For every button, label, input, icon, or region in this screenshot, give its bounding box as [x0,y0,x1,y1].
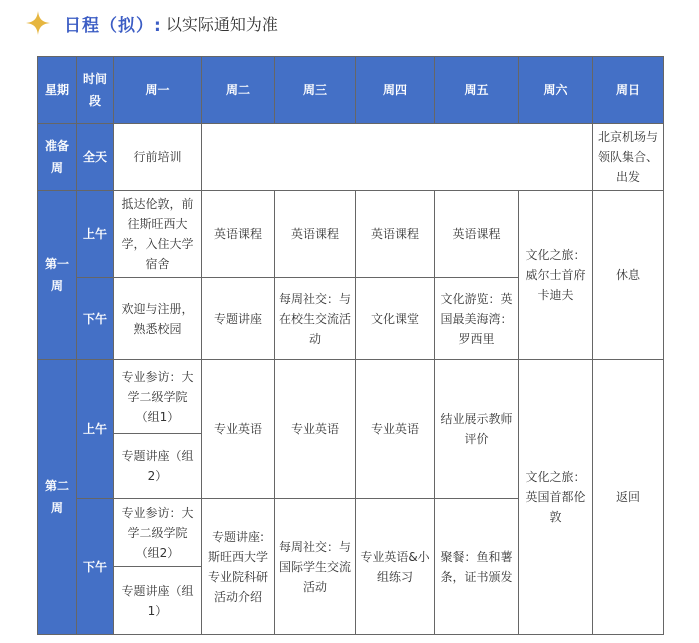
period-all-day: 全天 [77,124,114,191]
row-label-week1: 第一周 [38,191,77,360]
cell-w2-sun: 返回 [593,360,664,635]
four-point-star-icon [26,11,50,35]
cell-w2-pm-fri: 聚餐：鱼和薯条，证书颁发 [435,499,519,635]
col-header-thu: 周四 [356,57,435,124]
cell-w2-sat: 文化之旅：英国首都伦敦 [519,360,593,635]
cell-w2-am-wed: 专业英语 [275,360,356,499]
period-pm: 下午 [77,278,114,360]
cell-w2-pm-mon-g2: 专业参访：大学二级学院（组2） [114,499,202,567]
schedule-table-container [37,56,664,635]
period-am: 上午 [77,191,114,278]
col-header-tue: 周二 [202,57,275,124]
cell-w2-am-thu: 专业英语 [356,360,435,499]
cell-w1-am-thu: 英语课程 [356,191,435,278]
cell-prep-mon: 行前培训 [114,124,202,191]
page-title: 日程（拟）: [64,15,162,36]
cell-w2-pm-tue: 专题讲座:斯旺西大学专业院科研活动介绍 [202,499,275,635]
col-header-wed: 周三 [275,57,356,124]
cell-w1-am-wed: 英语课程 [275,191,356,278]
cell-w2-am-tue: 专业英语 [202,360,275,499]
table-row-prep-week [38,124,664,191]
cell-w1-pm-wed: 每周社交：与在校生交流活动 [275,278,356,360]
row-label-prep-week: 准备周 [38,124,77,191]
table-header-row [38,57,664,124]
col-header-period: 时间段 [77,57,114,124]
table-row-week2-am-1 [38,360,664,434]
page-subtitle: 以实际通知为准 [165,14,278,34]
cell-w1-pm-mon: 欢迎与注册，熟悉校园 [114,278,202,360]
cell-w2-pm-mon-g1: 专题讲座（组1） [114,567,202,635]
cell-w1-am-tue: 英语课程 [202,191,275,278]
cell-w1-pm-tue: 专题讲座 [202,278,275,360]
cell-w1-am-mon: 抵达伦敦，前往斯旺西大学，入住大学宿舍 [114,191,202,278]
col-header-mon: 周一 [114,57,202,124]
cell-prep-sun: 北京机场与领队集合、出发 [593,124,664,191]
cell-w2-pm-wed: 每周社交：与国际学生交流活动 [275,499,356,635]
cell-w2-pm-thu: 专业英语&小组练习 [356,499,435,635]
col-header-sat: 周六 [519,57,593,124]
period-am: 上午 [77,360,114,499]
cell-w2-am-mon-g1: 专业参访：大学二级学院（组1） [114,360,202,434]
cell-w1-pm-thu: 文化课堂 [356,278,435,360]
col-header-week: 星期 [38,57,77,124]
cell-prep-empty [202,124,593,191]
col-header-fri: 周五 [435,57,519,124]
cell-w1-pm-fri: 文化游览：英国最美海湾：罗西里 [435,278,519,360]
table-row-week1-am [38,191,664,278]
col-header-sun: 周日 [593,57,664,124]
period-pm: 下午 [77,499,114,635]
cell-w1-am-fri: 英语课程 [435,191,519,278]
cell-w2-am-fri: 结业展示教师评价 [435,360,519,499]
cell-w2-am-mon-g2: 专题讲座（组2） [114,434,202,499]
cell-w1-sun: 休息 [593,191,664,360]
cell-w1-sat: 文化之旅：威尔士首府卡迪夫 [519,191,593,360]
page-header [26,8,278,38]
schedule-table [37,56,664,635]
row-label-week2: 第二周 [38,360,77,635]
